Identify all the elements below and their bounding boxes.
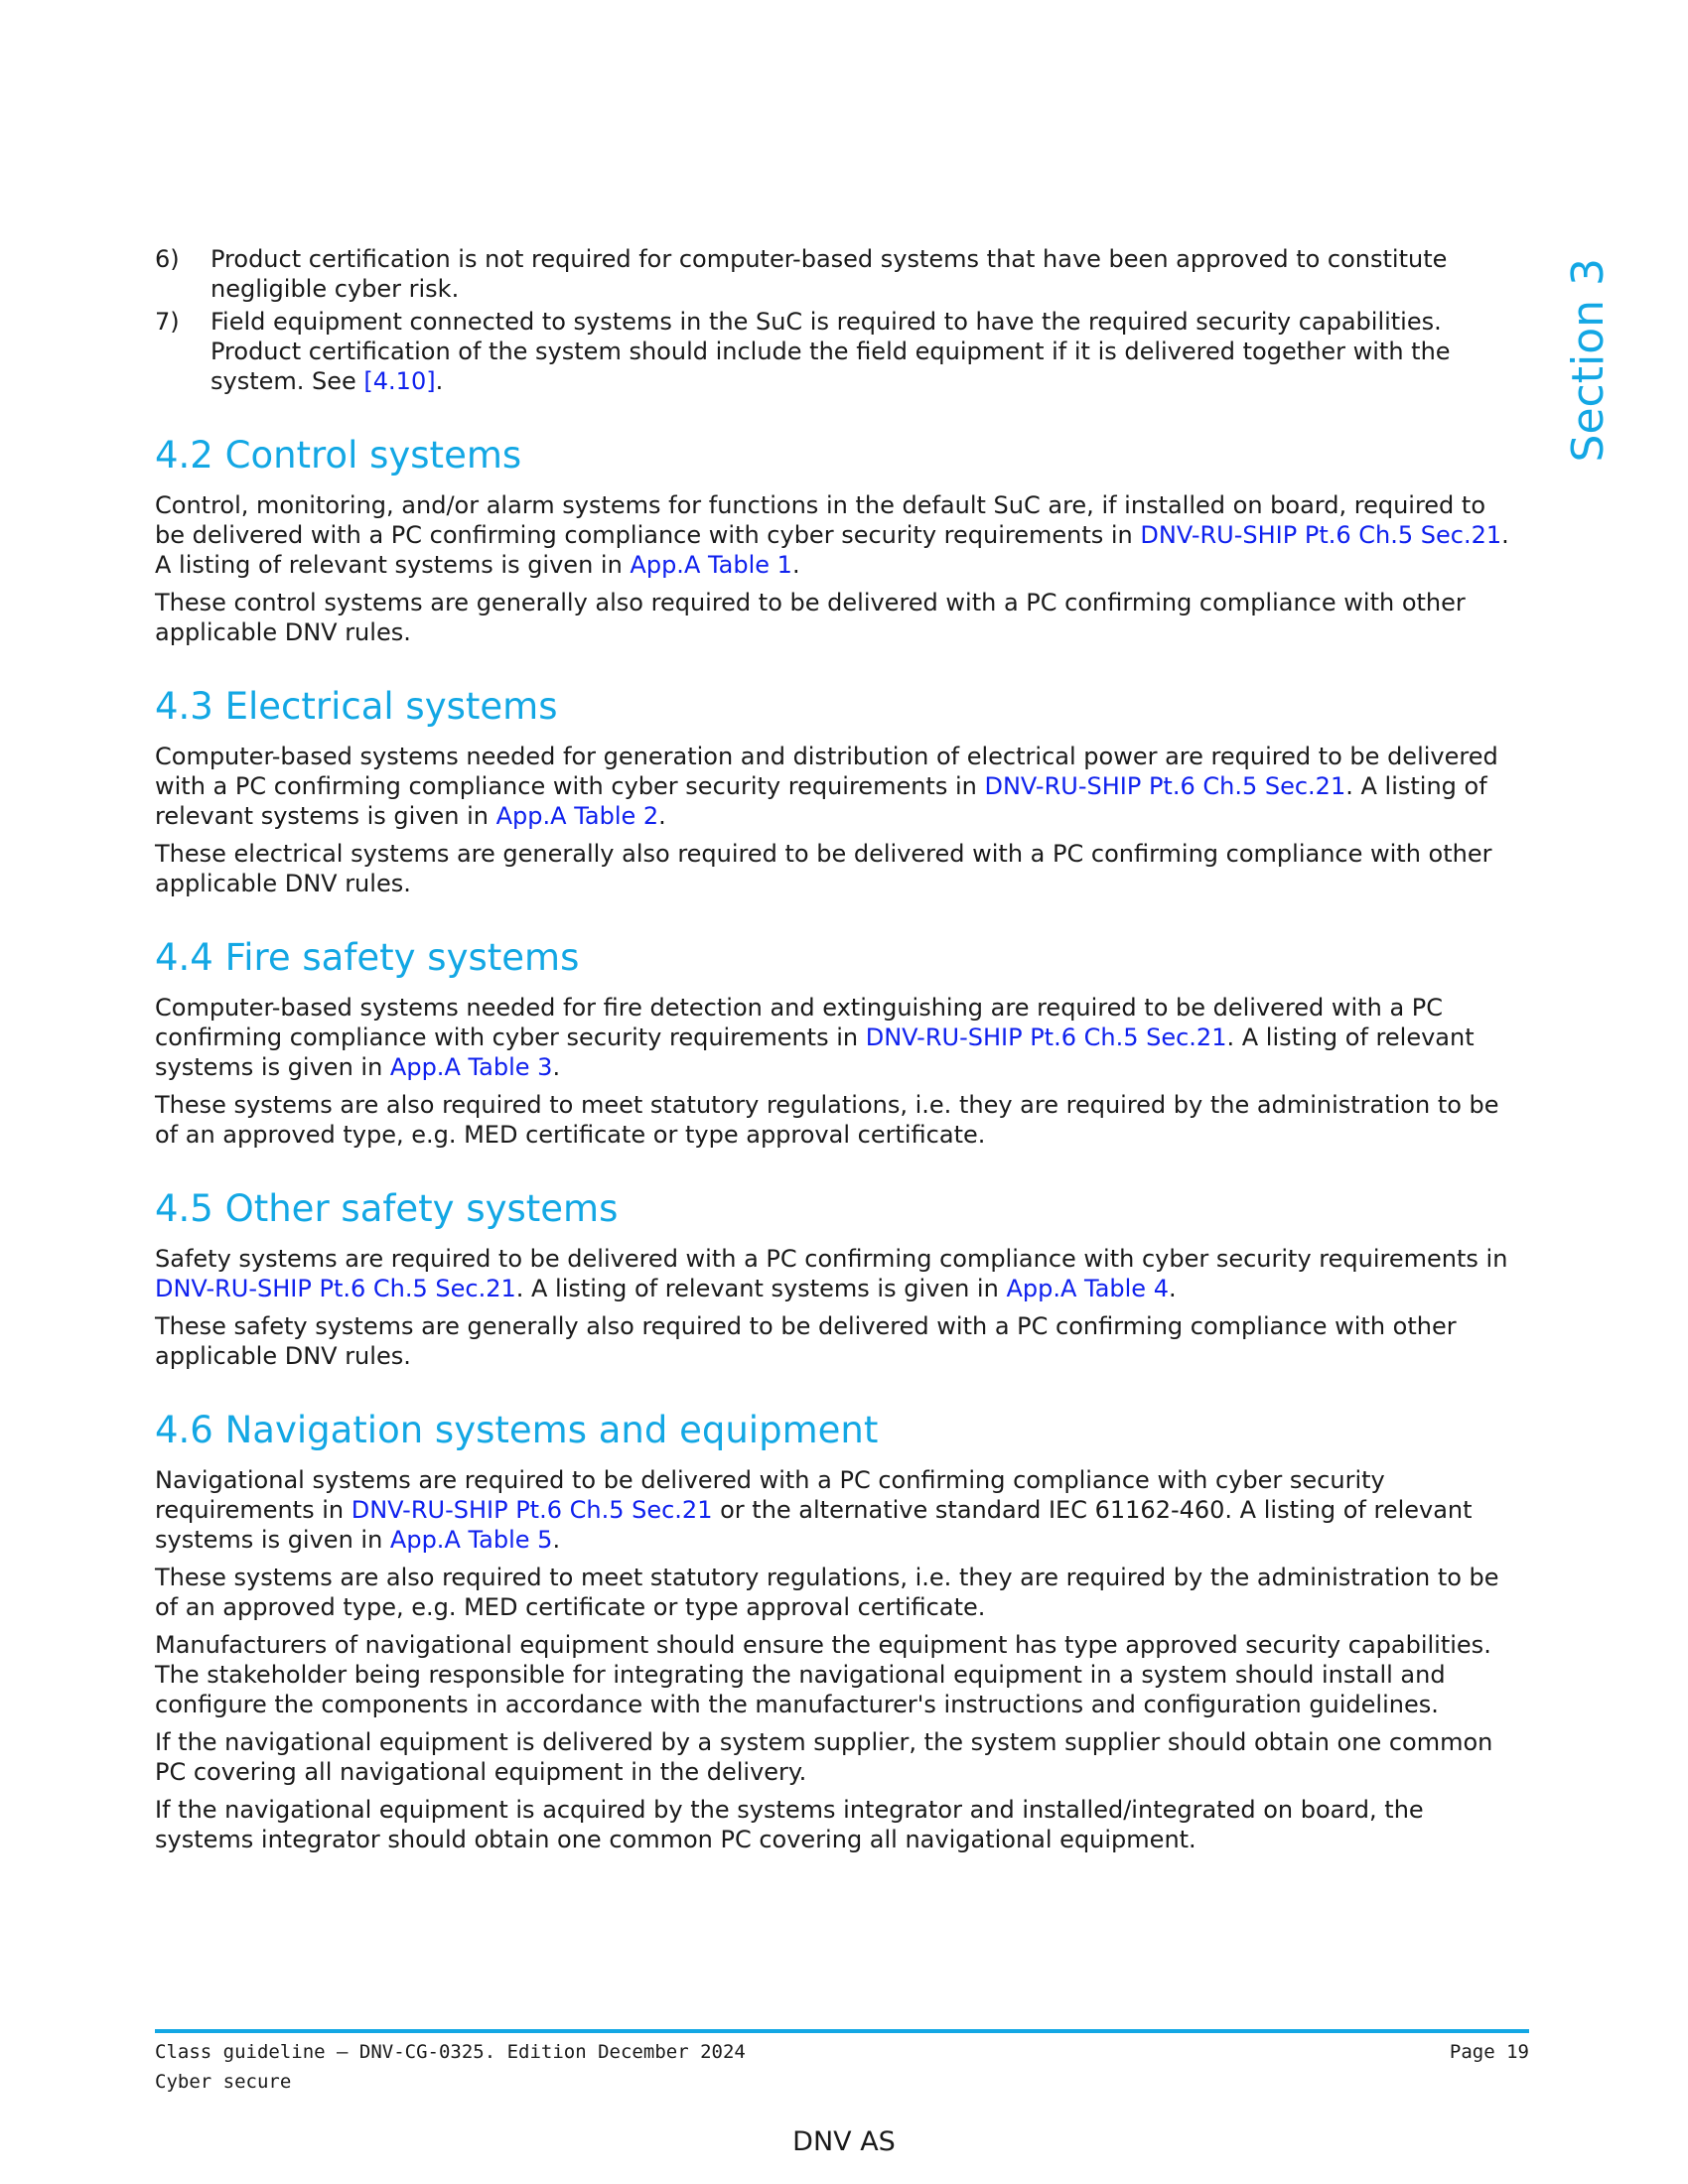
section-heading: 4.3 Electrical systems (155, 685, 558, 728)
text-run: These control systems are generally also required to be delivered with a PC confirming compliance with other applicable DNV rules. (155, 589, 1466, 646)
sections (155, 434, 1520, 1854)
paragraph (155, 742, 1520, 831)
main-content (155, 244, 1520, 1862)
paragraph (155, 1090, 1520, 1150)
footer-left (155, 2037, 746, 2097)
reference-link[interactable]: App.A Table 3 (389, 1053, 553, 1081)
text-run: . (791, 551, 800, 579)
text-run: Computer-based systems needed for fire detection and extinguishing are required to be delivered with a PC confirming compliance with cyber security requirements in (155, 994, 1444, 1051)
text-run: . (658, 802, 666, 830)
text-run: If the navigational equipment is acquired by the systems integrator and installed/integrated on board, the systems integrator should obtain one common PC covering all navigational equipment. (155, 1796, 1424, 1853)
section-heading: 4.6 Navigation systems and equipment (155, 1409, 879, 1451)
text-run: Navigational systems are required to be delivered with a PC confirming compliance with cyber security requirements in (155, 1466, 1385, 1524)
paragraph (155, 993, 1520, 1082)
paragraph (155, 1630, 1520, 1719)
paragraph (155, 588, 1520, 647)
text-run: Computer-based systems needed for generation and distribution of electrical power are required to be delivered with a PC confirming compliance with cyber security requirements in (155, 743, 1498, 800)
paragraph (155, 1244, 1520, 1303)
reference-link[interactable]: DNV-RU-SHIP Pt.6 Ch.5 Sec.21 (1140, 521, 1502, 549)
paragraph (155, 1563, 1520, 1622)
text-run: . A listing of relevant systems is given in (155, 772, 1487, 830)
text-run: . (552, 1526, 561, 1554)
list-number: 6) (155, 245, 180, 273)
section-heading: 4.5 Other safety systems (155, 1187, 619, 1230)
page-number: Page 19 (1449, 2041, 1529, 2063)
text-run: Control, monitoring, and/or alarm systems for functions in the default SuC are, if installed on board, required to be delivered with a PC confirming compliance with cyber security requirements in (155, 491, 1486, 549)
text-run: . A listing of relevant systems is given in (515, 1275, 1007, 1302)
list-item (155, 244, 1520, 304)
reference-link[interactable]: DNV-RU-SHIP Pt.6 Ch.5 Sec.21 (155, 1275, 516, 1302)
reference-link[interactable]: App.A Table 1 (630, 551, 792, 579)
text-run: or the alternative standard IEC 61162-460. A listing of relevant systems is given in (155, 1496, 1473, 1554)
text-run: . A listing of relevant systems is given in (155, 1024, 1475, 1081)
numbered-list (155, 244, 1520, 396)
text-run: These safety systems are generally also required to be delivered with a PC confirming compliance with other applicable DNV rules. (155, 1312, 1457, 1370)
reference-link[interactable]: [4.10] (363, 367, 436, 395)
section-tab (1563, 256, 1613, 465)
reference-link[interactable]: App.A Table 2 (495, 802, 659, 830)
paragraph (155, 1727, 1520, 1787)
reference-link[interactable]: App.A Table 5 (389, 1526, 553, 1554)
footer-doc-line: Class guideline — DNV-CG-0325. Edition December 2024 (155, 2041, 746, 2063)
list-number: 7) (155, 308, 180, 336)
publisher: DNV AS (792, 2126, 896, 2157)
text-run: . (1168, 1275, 1177, 1302)
paragraph (155, 490, 1520, 580)
reference-link[interactable]: DNV-RU-SHIP Pt.6 Ch.5 Sec.21 (351, 1496, 713, 1524)
text-run: Field equipment connected to systems in the SuC is required to have the required security capabilities. Product certification of the system should include the field equipment if it is delivered together with the system. See (211, 308, 1451, 395)
list-item (155, 307, 1520, 396)
section-heading: 4.4 Fire safety systems (155, 936, 580, 979)
text-run: Product certification is not required for computer-based systems that have been approved to constitute negligible cyber risk. (211, 245, 1448, 303)
text-run: These systems are also required to meet statutory regulations, i.e. they are required by the administration to be of an approved type, e.g. MED certificate or type approval certificate. (155, 1564, 1499, 1621)
text-run: These electrical systems are generally also required to be delivered with a PC confirming compliance with other applicable DNV rules. (155, 840, 1492, 897)
paragraph (155, 1795, 1520, 1854)
text-run: Safety systems are required to be delivered with a PC confirming compliance with cyber security requirements in (155, 1245, 1508, 1273)
footer-subtitle: Cyber secure (155, 2071, 292, 2093)
paragraph (155, 839, 1520, 898)
text-run: If the navigational equipment is delivered by a system supplier, the system supplier should obtain one common PC covering all navigational equipment in the delivery. (155, 1728, 1493, 1786)
text-run: . (435, 367, 444, 395)
text-run: . (552, 1053, 561, 1081)
paragraph (155, 1311, 1520, 1371)
section-tab-label: Section 3 (1562, 258, 1614, 463)
text-run: . A listing of relevant systems is given in (155, 521, 1509, 579)
text-run: These systems are also required to meet statutory regulations, i.e. they are required by the administration to be of an approved type, e.g. MED certificate or type approval certificate. (155, 1091, 1499, 1149)
reference-link[interactable]: DNV-RU-SHIP Pt.6 Ch.5 Sec.21 (865, 1024, 1227, 1051)
paragraph (155, 1465, 1520, 1555)
text-run: Manufacturers of navigational equipment should ensure the equipment has type approved security capabilities. The stakeholder being responsible for integrating the navigational equipment in a system should install and configure the components in accordance with the manufacturer's instructions and configuration guidelines. (155, 1631, 1491, 1718)
reference-link[interactable]: App.A Table 4 (1006, 1275, 1169, 1302)
footer-divider (155, 2029, 1529, 2033)
section-heading: 4.2 Control systems (155, 434, 522, 477)
reference-link[interactable]: DNV-RU-SHIP Pt.6 Ch.5 Sec.21 (984, 772, 1346, 800)
